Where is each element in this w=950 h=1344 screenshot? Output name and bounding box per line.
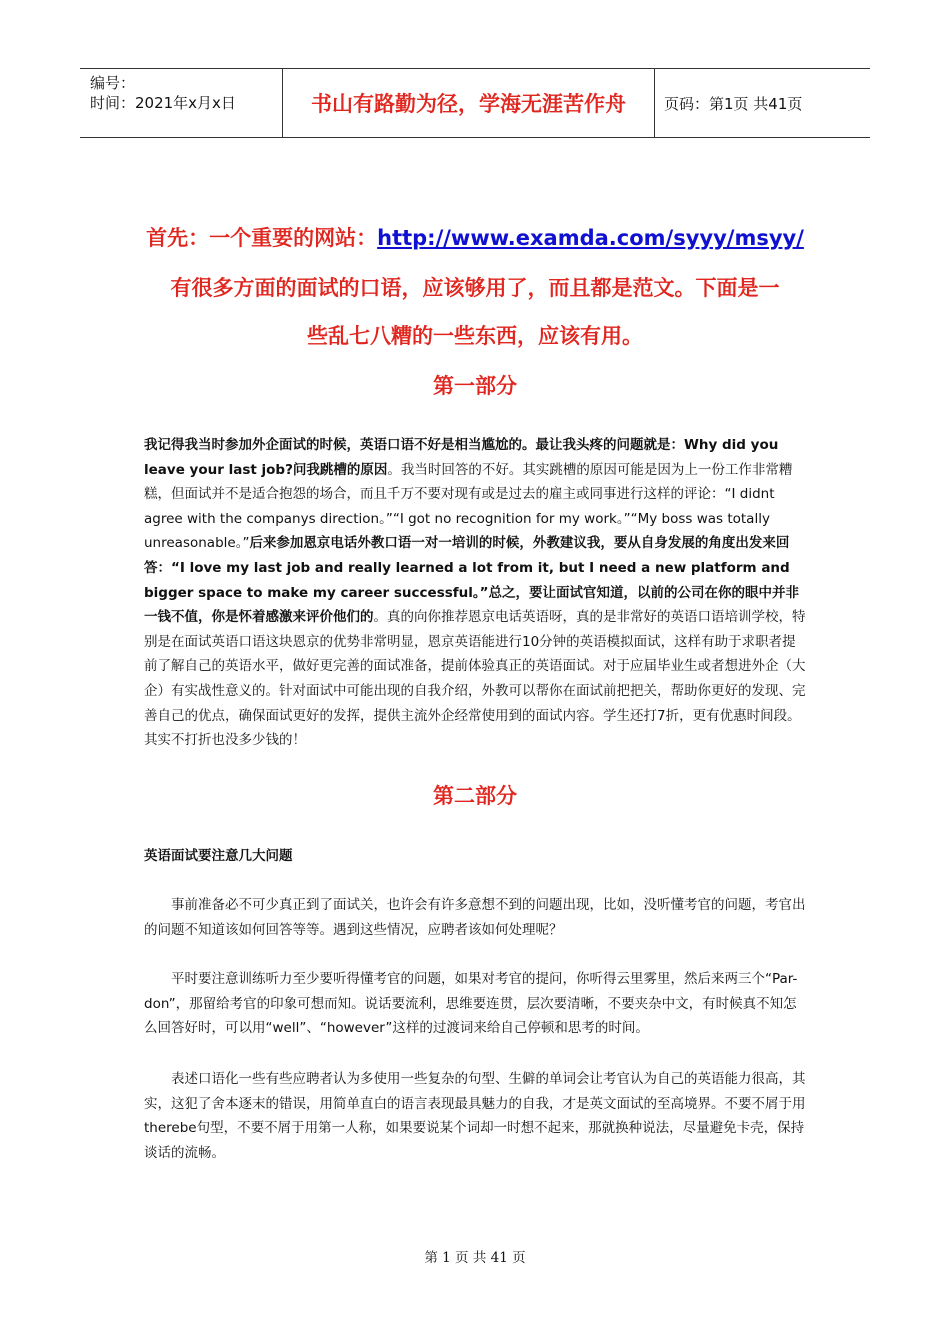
part1-text-b: 。真的向你推荐恩京电话英语呀，真的是非常好的英语口语培训学校，特别是在面试英语口语这块恩京的优势非常明显，恩京英语能进行10分钟的英语模拟面试，这样有助于求职者提前了解自己的英语水平，做好更完善的面试准备，提前体验真正的英语面试。对于应届毕业生或者想进外企（大企）有实战性意义的。针对面试中可能出现的自我介绍，外教可以帮你在面试前把把关，帮助你更好的发现、完善自己的优点，确保面试更好的发挥，提供主流外企经常使用到的面试内容。学生还打7折，更有优惠时间段。其实不打折也没多少钱的！ (144, 609, 806, 749)
paragraph-colloquial: 表述口语化一些有些应聘者认为多使用一些复杂的句型、生僻的单词会让考官认为自己的英语能力很高，其实，这犯了舍本逐末的错误，用简单直白的语言表现最具魅力的自我，才是英文面试的至高境界。不要不屑于用therebe句型，不要不屑于用第一人称，如果要说某个词却一时想不起来，那就换种说法，尽量避免卡壳，保持谈话的流畅。 (144, 1071, 806, 1161)
header-meta-cell (80, 69, 282, 137)
part1-bold-question: 我记得我当时参加外企面试的时候，英语口语不好是相当尴尬的。最让我头疼的问题就是：Why did you leave your last job?问我跳槽的原因 (144, 437, 779, 478)
headline-line-2: 有很多方面的面试的口语，应该够用了，而且都是范文。下面是一 (170, 276, 780, 300)
part1-text-a: 。我当时回答的不好。其实跳槽的原因可能是因为上一份工作非常糟糕，但面试并不是适合抱怨的场合，而且千万不要对现有或是过去的雇主或同事进行这样的评论：“I didnt agree with the companys direction。”“I got no recognition for my work。”“My boss was totally unreasonable。” (144, 461, 793, 552)
header-motto: 书山有路勤为径，学海无涯苦作舟 (282, 69, 655, 137)
section-title: 英语面试要注意几大问题 (144, 848, 293, 864)
part2-title: 第二部分 (433, 784, 517, 808)
paragraph-listening: 平时要注意训练听力至少要听得懂考官的问题，如果对考官的提问，你听得云里雾里，然后来两三个“Par-don”，那留给考官的印象可想而知。说话要流利，思维要连贯，层次要清晰，不要夹杂中文，有时候真不知怎么回答好时，可以用“well”、“however”这样的过渡词来给自己停顿和思考的时间。 (144, 971, 798, 1037)
number-label: 编号： (90, 74, 136, 92)
header-page-label: 页码：第1页 共41页 (664, 94, 803, 113)
date-label: 时间：2021年x月x日 (90, 94, 236, 112)
part1-bold-advice: 后来参加恩京电话外教口语一对一培训的时候，外教建议我，要从自身发展的角度出发来回答：“I love my last job and really learned a lot from it, but I need a new platform and bigger space to make my career successful。”总之，要让面试官知道，以前的公司在你的眼中并非一钱不值，你是怀着感激来评价他们的 (144, 535, 799, 626)
headline-line-1 (0, 222, 950, 252)
header-table (80, 68, 870, 138)
paragraph-preparation: 事前准备必不可少真正到了面试关，也许会有许多意想不到的问题出现，比如，没听懂考官的问题，考官出的问题不知道该如何回答等等。遇到这些情况，应聘者该如何处理呢？ (144, 897, 806, 938)
page-footer: 第 1 页 共 41 页 (424, 1250, 526, 1266)
headline-prefix: 首先：一个重要的网站： (146, 226, 378, 250)
headline-line-3: 些乱七八糟的一些东西，应该有用。 (307, 324, 643, 348)
part1-paragraph (144, 433, 806, 753)
part1-title: 第一部分 (433, 374, 517, 398)
website-link[interactable]: http://www.examda.com/syyy/msyy/ (377, 226, 804, 250)
